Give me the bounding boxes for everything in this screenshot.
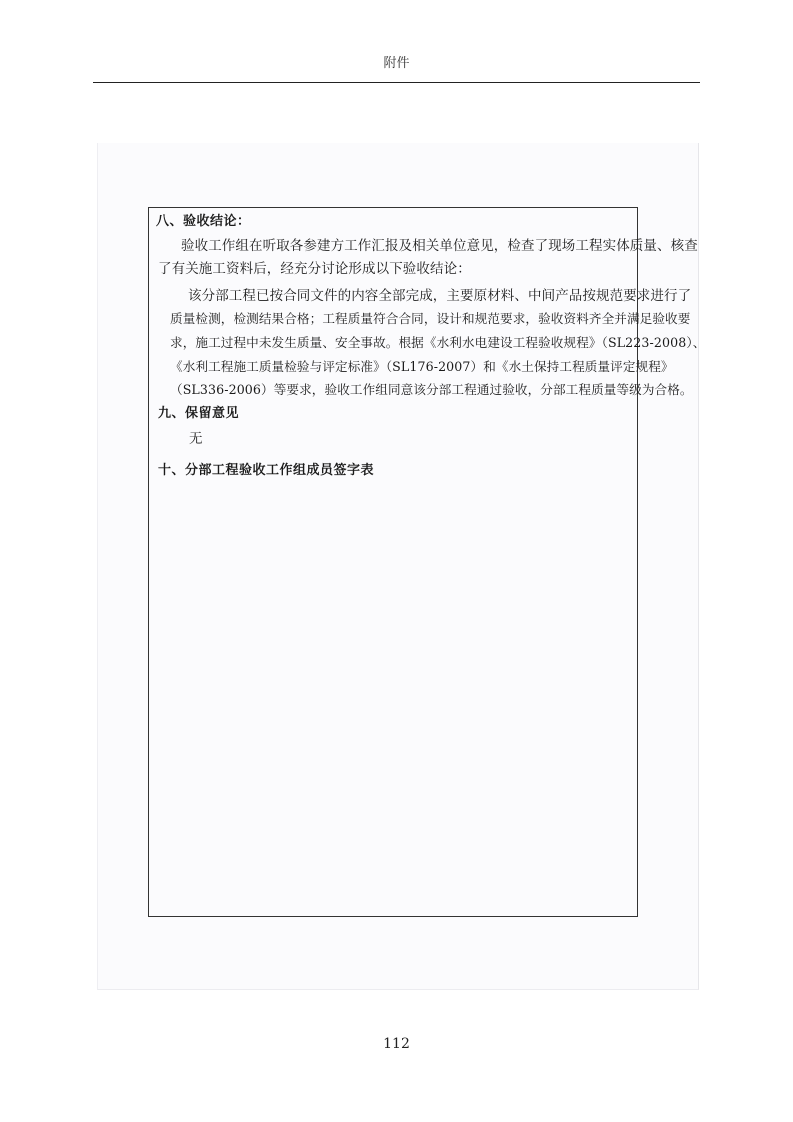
reservation-text: 无 <box>189 431 203 447</box>
signature-heading: 十、分部工程验收工作组成员签字表 <box>158 463 375 478</box>
conclusion-body-line-1: 该分部工程已按合同文件的内容全部完成，主要原材料、中间产品按规范要求进行了 <box>188 288 692 304</box>
conclusion-intro-line-2: 了有关施工资料后，经充分讨论形成以下验收结论： <box>158 261 471 277</box>
conclusion-body-line-2: 质量检测，检测结果合格；工程质量符合合同，设计和规范要求，验收资料齐全并满足验收要 <box>170 311 691 326</box>
page-number: 112 <box>383 1036 410 1052</box>
header-rule <box>93 82 700 83</box>
conclusion-heading: 八、验收结论： <box>156 214 251 229</box>
conclusion-body-line-4: 《水利工程施工质量检验与评定标准》（SL176-2007）和《水土保持工程质量评定规程》 <box>170 359 674 374</box>
conclusion-intro-line-1: 验收工作组在听取各参建方工作汇报及相关单位意见，检查了现场工程实体质量、核查 <box>181 238 698 254</box>
reservation-heading: 九、保留意见 <box>158 406 240 421</box>
conclusion-body-line-5: （SL336-2006）等要求，验收工作组同意该分部工程通过验收，分部工程质量等级为合格。 <box>170 382 693 397</box>
conclusion-body-line-3: 求，施工过程中未发生质量、安全事故。根据《水利水电建设工程验收规程》（SL223-2008）、 <box>170 335 706 350</box>
page-header: 附件 <box>383 56 410 71</box>
